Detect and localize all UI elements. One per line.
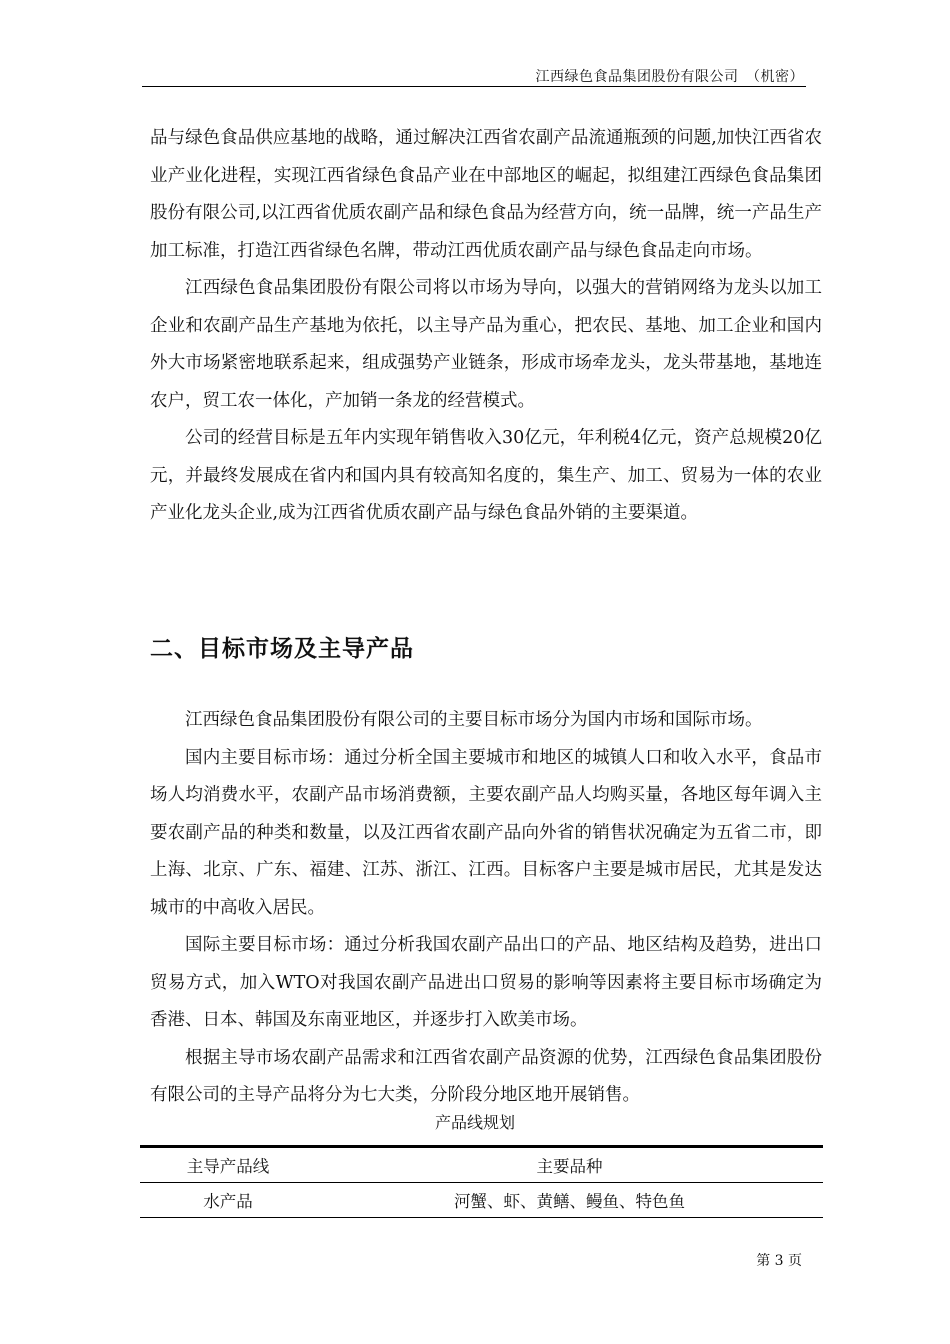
- section-paragraph-2: 国内主要目标市场：通过分析全国主要城市和地区的城镇人口和收入水平，食品市场人均消费水平，农副产品市场消费额，主要农副产品人均购买量，各地区每年调入主要农副产品的种类和数量，以及江西省农副产品向外省的销售状况确定为五省二市，即上海、北京、广东、福建、江苏、浙江、江西。目标客户主要是城市居民，尤其是发达城市的中高收入居民。: [150, 747, 822, 918]
- intro-paragraph-3: 公司的经营目标是五年内实现年销售收入30亿元，年利税4亿元，资产总规模20亿元，并最终发展成在省内和国内具有较高知名度的，集生产、加工、贸易为一体的农业产业化龙头企业,成为江西省优质农副产品与绿色食品外销的主要渠道。: [150, 428, 822, 523]
- intro-paragraph-1: 品与绿色食品供应基地的战略，通过解决江西省农副产品流通瓶颈的问题,加快江西省农业产业化进程，实现江西省绿色食品产业在中部地区的崛起，拟组建江西绿色食品集团股份有限公司,以江西省优质农副产品和绿色食品为经营方向，统一品牌，统一产品生产加工标准，打造江西省绿色名牌，带动江西优质农副产品与绿色食品走向市场。: [150, 128, 822, 261]
- page-header: 江西绿色食品集团股份有限公司 （机密）: [535, 69, 804, 85]
- table-header-product-line: 主导产品线: [186, 1157, 270, 1176]
- intro-paragraph-2: 江西绿色食品集团股份有限公司将以市场为导向，以强大的营销网络为龙头以加工企业和农副产品生产基地为依托，以主导产品为重心，把农民、基地、加工企业和国内外大市场紧密地联系起来，组成强势产业链条，形成市场牵龙头，龙头带基地，基地连农户，贸工农一体化，产加销一条龙的经营模式。: [150, 278, 822, 411]
- table-cell-varieties: 河蟹、虾、黄鳝、鳗鱼、特色鱼: [454, 1192, 685, 1211]
- section-paragraph-1: 江西绿色食品集团股份有限公司的主要目标市场分为国内市场和国际市场。: [185, 710, 763, 730]
- section-paragraph-3: 国际主要目标市场：通过分析我国农副产品出口的产品、地区结构及趋势，进出口贸易方式，加入WTO对我国农副产品进出口贸易的影响等因素将主要目标市场确定为香港、日本、韩国及东南亚地区，并逐步打入欧美市场。: [150, 935, 822, 1030]
- table-header-main-varieties: 主要品种: [536, 1157, 603, 1176]
- product-line-table: [140, 1145, 823, 1218]
- header-divider: [142, 86, 806, 87]
- table-row: [140, 1183, 823, 1218]
- table-cell-product-line: 水产品: [203, 1192, 253, 1211]
- page-number: 第 3 页: [756, 1253, 802, 1269]
- table-caption: 产品线规划: [434, 1113, 515, 1132]
- table-header-row: [140, 1147, 823, 1183]
- section-body: [150, 702, 822, 1115]
- section-heading: 二、目标市场及主导产品: [150, 636, 414, 662]
- intro-body: [150, 120, 822, 533]
- section-paragraph-4: 根据主导市场农副产品需求和江西省农副产品资源的优势，江西绿色食品集团股份有限公司的主导产品将分为七大类，分阶段分地区地开展销售。: [150, 1047, 822, 1105]
